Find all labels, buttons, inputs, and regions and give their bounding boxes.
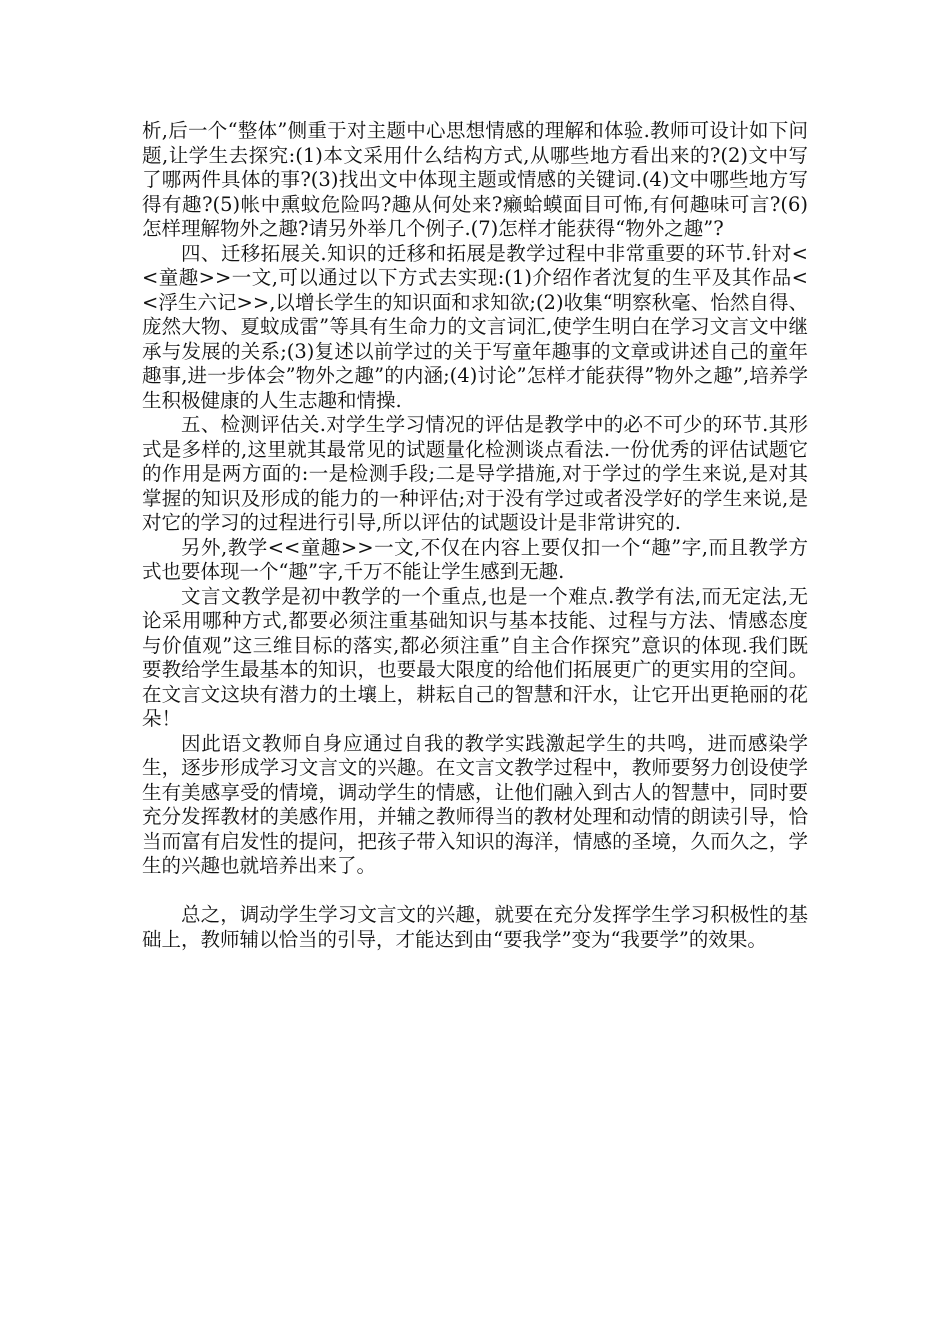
- paragraph-continuation: 析,后一个“整体”侧重于对主题中心思想情感的理解和体验.教师可设计如下问题,让学生去探究:(1)本文采用什么结构方式,从哪些地方看出来的?(2)文中写了哪两件具体的事?(3)找出文中体现主题或情感的关键词.(4)文中哪些地方写得有趣?(5)帐中熏蚊危险吗?趣从何处来?癞蛤蟆面目可怖,有何趣味可言?(6)怎样理解物外之趣?请另外举几个例子.(7)怎样才能获得“物外之趣”?: [142, 119, 808, 240]
- paragraph-additionally: 另外,教学<<童趣>>一文,不仅在内容上要仅扣一个“趣”字,而且教学方式也要体现一个“趣”字,千万不能让学生感到无趣.: [142, 535, 808, 583]
- paragraph-classical-teaching: 文言文教学是初中教学的一个重点,也是一个难点.教学有法,而无定法,无论采用哪种方式,都要必须注重基础知识与基本技能、过程与方法、情感态度与价值观”这三维目标的落实,都必须注重”自主合作探究”意识的体现.我们既要教给学生最基本的知识，也要最大限度的给他们拓展更广的更实用的空间。在文言文这块有潜力的土壤上，耕耘自己的智慧和汗水，让它开出更艳丽的花朵！: [142, 584, 808, 730]
- paragraph-therefore: 因此语文教师自身应通过自我的教学实践激起学生的共鸣，进而感染学生，逐步形成学习文言文的兴趣。在文言文教学过程中，教师要努力创设使学生有美感享受的情境，调动学生的情感，让他们融入到古人的智慧中，同时要充分发挥教材的美感作用，并辅之教师得当的教材处理和动情的朗读引导，恰当而富有启发性的提问，把孩子带入知识的海洋，情感的圣境，久而久之，学生的兴趣也就培养出来了。: [142, 731, 808, 877]
- paragraph-conclusion: 总之，调动学生学习文言文的兴趣，就要在充分发挥学生学习积极性的基础上，教师辅以恰当的引导，才能达到由“要我学”变为“我要学”的效果。: [142, 903, 808, 951]
- paragraph-assessment: 五、检测评估关.对学生学习情况的评估是教学中的必不可少的环节.其形式是多样的,这里就其最常见的试题量化检测谈点看法.一份优秀的评估试题它的作用是两方面的:一是检测手段;二是导学措施,对于学过的学生来说,是对其掌握的知识及形成的能力的一种评估;对于没有学过或者没学好的学生来说,是对它的学习的过程进行引导,所以评估的试题设计是非常讲究的.: [142, 413, 808, 534]
- paragraph-transfer-extension: 四、迁移拓展关.知识的迁移和拓展是教学过程中非常重要的环节.针对<<童趣>>一文,可以通过以下方式去实现:(1)介绍作者沈复的生平及其作品<<浮生六记>>,以增长学生的知识面和求知欲;(2)收集“明察秋毫、怡然自得、庞然大物、夏蚊成雷”等具有生命力的文言词汇,使学生明白在学习文言文中继承与发展的关系;(3)复述以前学过的关于写童年趣事的文章或讲述自己的童年趣事,进一步体会”物外之趣”的内涵;(4)讨论”怎样才能获得”物外之趣”,培养学生积极健康的人生志趣和情操.: [142, 241, 808, 412]
- document-body: [142, 119, 808, 952]
